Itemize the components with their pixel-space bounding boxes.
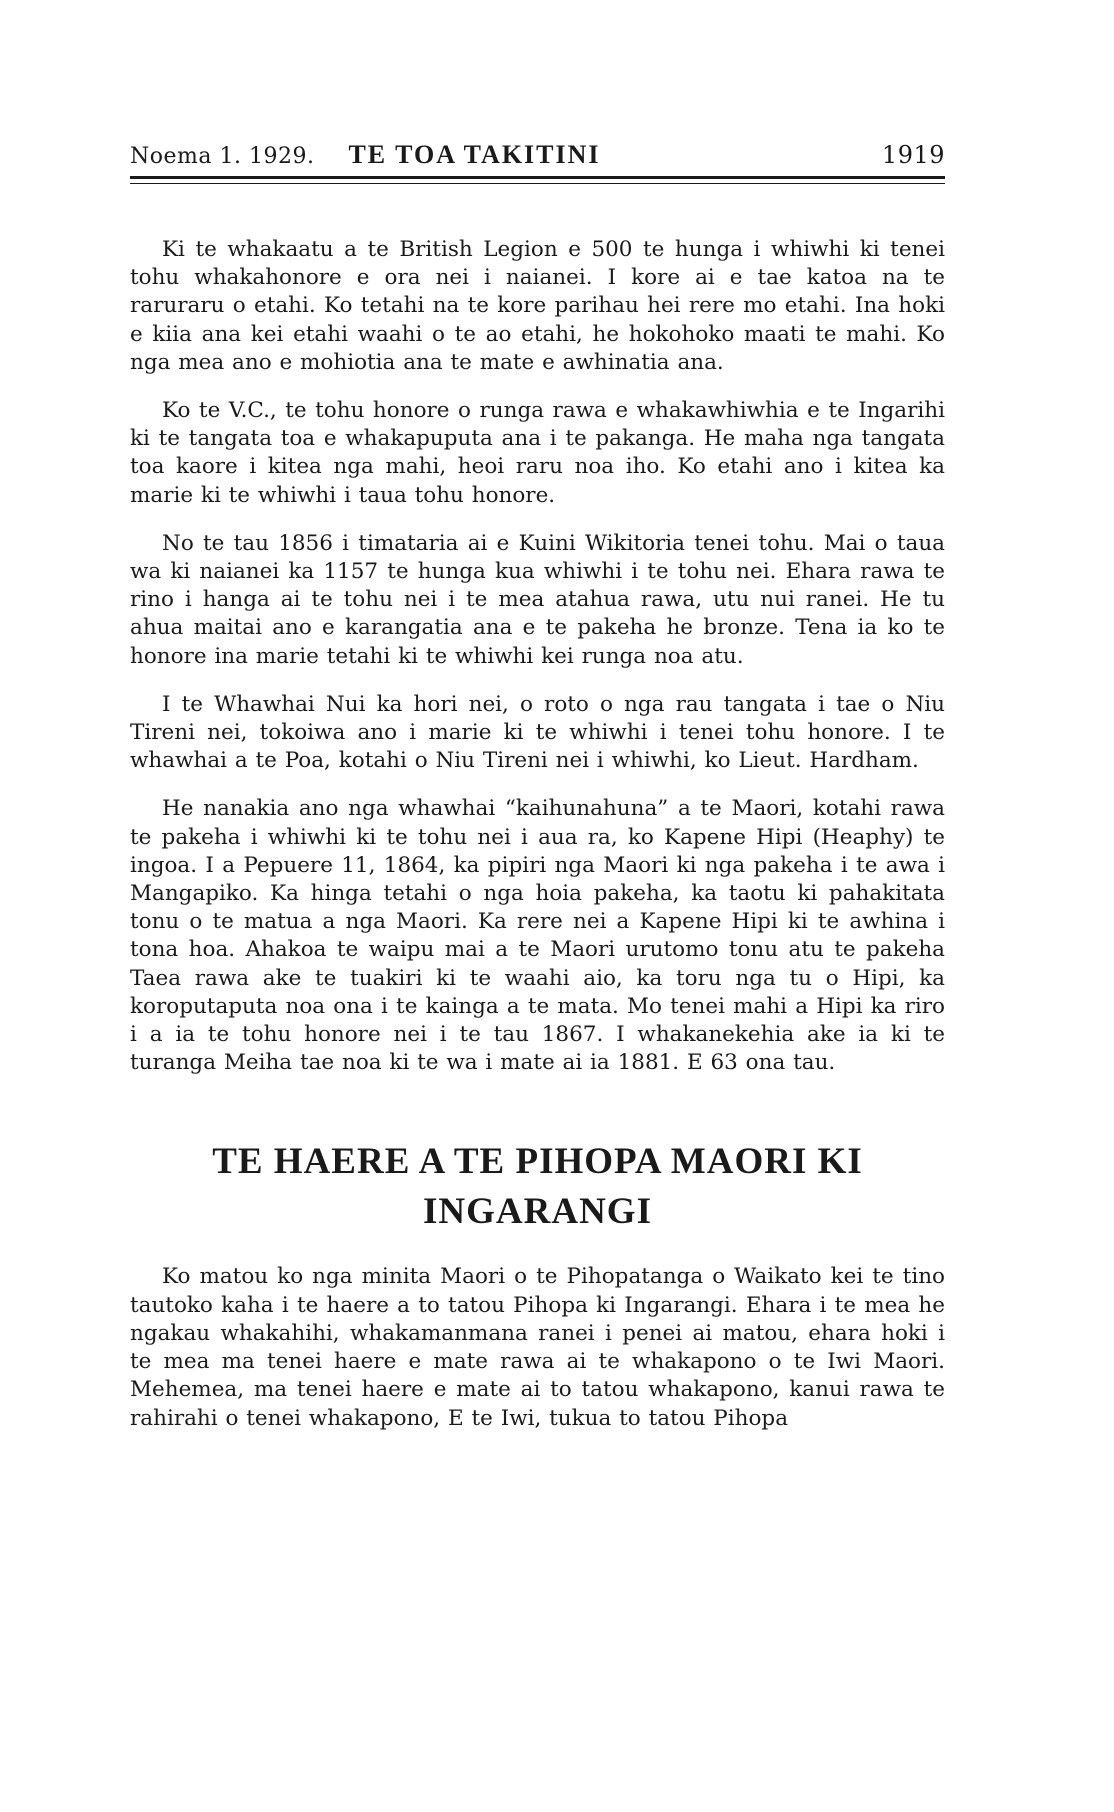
publication-title: TE TOA TAKITINI — [348, 140, 601, 169]
running-header — [130, 140, 945, 179]
article-body — [130, 236, 945, 1433]
paragraph-history-1856: No te tau 1856 i timataria ai e Kuini Wikitoria tenei tohu. Mai o taua wa ki naianei ka 1157 te hunga kua whiwhi i te tohu nei. Ehara rawa te rino i hanga ai te tohu nei i te mea atahua rawa, utu nui ranei. He tu ahua maitai ano e karangatia ana e te pakeha he bronze. Tena ia ko te honore ina marie tetahi ki te whiwhi kei runga noa atu. — [130, 530, 945, 669]
page-number: 1919 — [881, 141, 945, 169]
page — [130, 140, 945, 1453]
paragraph-heaphy: He nanakia ano nga whawhai “kaihunahuna” a te Maori, kotahi rawa te pakeha i whiwhi ki te tohu nei i aua ra, ko Kapene Hipi (Heaphy) te ingoa. I a Pepuere 11, 1864, ka pipiri nga Maori ki nga pakeha i te awa i Mangapiko. Ka hinga tetahi o nga hoia pakeha, ka taotu ki pahakitata tonu o te matua a nga Maori. Ka rere nei a Kapene Hipi ki te awhina i tona hoa. Ahakoa te waipu mai a te Maori urutomo tonu atu te pakeha Taea rawa ake te tuakiri ki te waahi aio, ka toru nga tu o Hipi, ka koroputaputa noa ona i te kainga a te mata. Mo tenei mahi a Hipi ka riro i a ia te tohu honore nei i te tau 1867. I whakanekehia ake ia ki te turanga Meiha tae noa ki te wa i mate ai ia 1881. E 63 ona tau. — [130, 796, 945, 1076]
paragraph-british-legion: Ki te whakaatu a te British Legion e 500 te hunga i whiwhi ki tenei tohu whakahonore e ora nei i naianei. I kore ai e tae katoa na te raruraru o etahi. Ko tetahi na te kore parihau hei rere mo etahi. Ina hoki e kiia ana kei etahi waahi o te ao etahi, he hokohoko maati te mahi. Ko nga mea ano e mohiotia ana te mate e awhinatia ana. — [130, 237, 945, 375]
section-heading — [130, 1137, 945, 1237]
section-heading-line-2: INGARANGI — [423, 1191, 652, 1233]
section-heading-line-1: TE HAERE A TE PIHOPA MAORI KI — [212, 1141, 863, 1183]
paragraph-bishop-trip: Ko matou ko nga minita Maori o te Pihopatanga o Waikato kei te tino tautoko kaha i te haere a to tatou Pihopa ki Ingarangi. Ehara i te mea he ngakau whakahihi, whakamanmana ranei i penei ai matou, ehara hoki i te mea ma tenei haere e mate rawa ai te whakapono o te Iwi Maori. Mehemea, ma tenei haere e mate ai to tatou whakapono, kanui rawa te rahirahi o tenei whakapono, E te Iwi, tukua to tatou Pihopa — [130, 1264, 945, 1431]
header-date: Noema 1. 1929. — [130, 144, 315, 169]
header-rule — [130, 183, 945, 184]
paragraph-vc-honour: Ko te V.C., te tohu honore o runga rawa e whakawhiwhia e te Ingarihi ki te tangata toa e whakapuputa ana i te pakanga. He maha nga tangata toa kaore i kitea nga mahi, heoi raru noa iho. Ko etahi ano i kitea ka marie ki te whiwhi i taua tohu honore. — [130, 398, 945, 508]
paragraph-great-war: I te Whawhai Nui ka hori nei, o roto o nga rau tangata i tae o Niu Tireni nei, tokoiwa ano i marie ki te whiwhi i tenei tohu honore. I te whawhai a te Poa, kotahi o Niu Tireni nei i whiwhi, ko Lieut. Hardham. — [130, 691, 945, 774]
